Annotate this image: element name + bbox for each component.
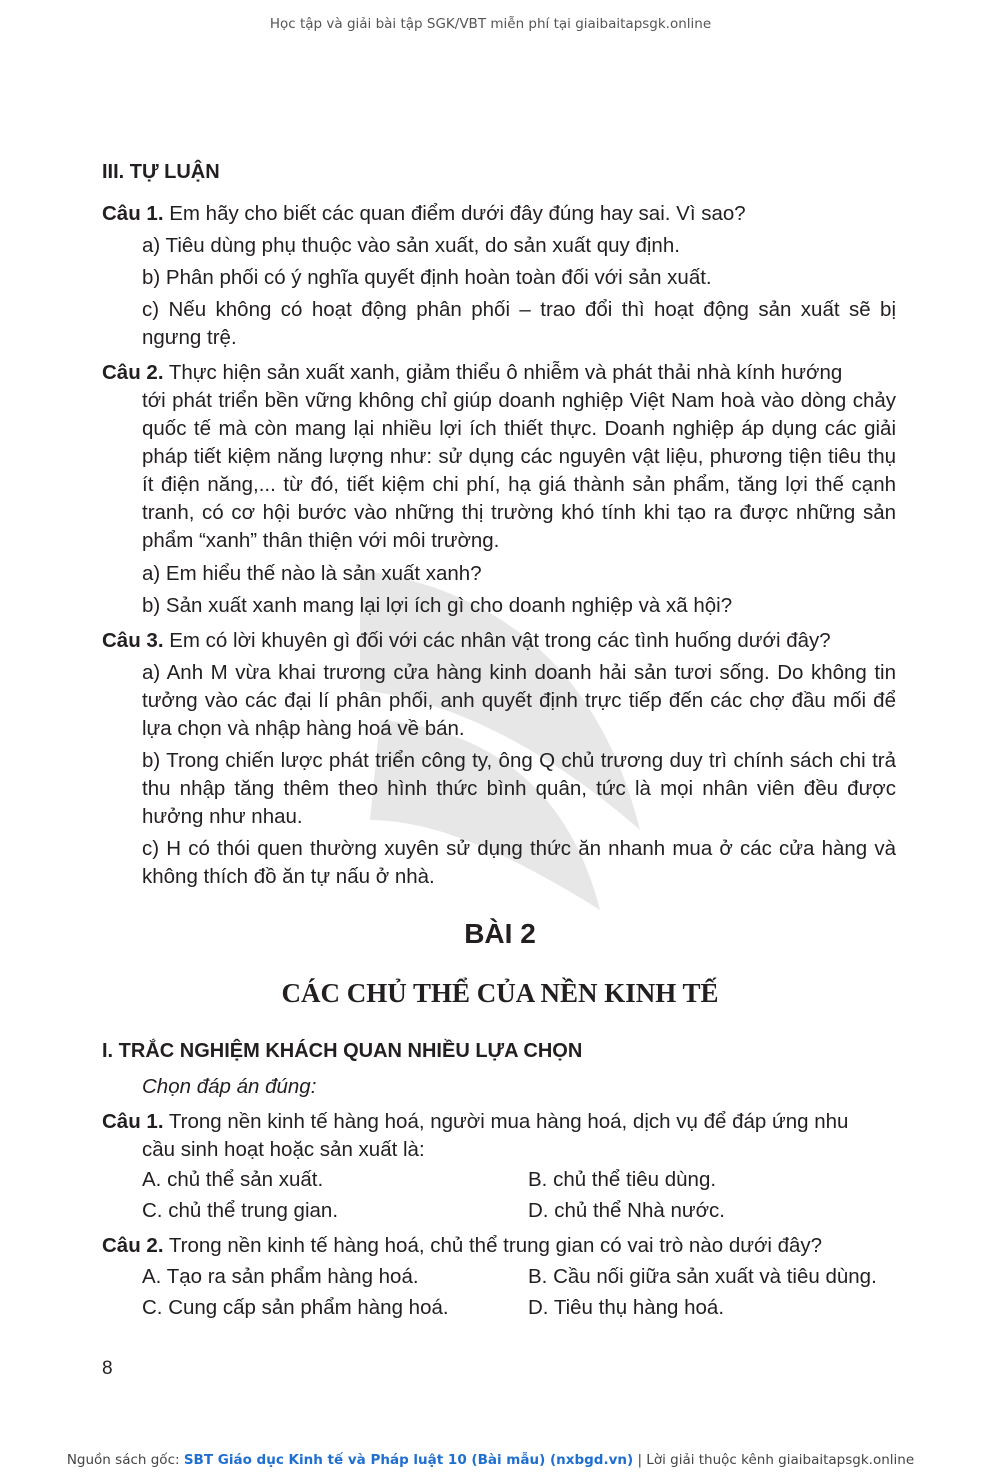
footer-source-link[interactable]: SBT Giáo dục Kinh tế và Pháp luật 10 (Bài mẫu) (nxbgd.vn) bbox=[183, 1452, 634, 1468]
question-text-continued: tới phát triển bền vững không chỉ giúp doanh nghiệp Việt Nam hoà vào dòng chảy quốc tế mà còn mang lại nhiều lợi ích thiết thực. Doanh nghiệp áp dụng các giải pháp tiết kiệm năng lượng như: sử dụng các nguyên vật liệu, phương tiện tiêu thụ ít điện năng,... từ đó, tiết kiệm chi phí, hạ giá thành sản phẩm, tăng lợi thế cạnh tranh, có cơ hội bước vào những thị trường khó tính khi tạo ra được những sản phẩm “xanh” thân thiện với môi trường. bbox=[142, 389, 896, 552]
question-label: Câu 3. bbox=[102, 629, 164, 652]
footer-prefix: Nguồn sách gốc: bbox=[66, 1452, 184, 1468]
footer-suffix: | Lời giải thuộc kênh giaibaitapsgk.online bbox=[633, 1452, 915, 1468]
mc1-answer-c: C. chủ thể trung gian. bbox=[142, 1199, 339, 1222]
section-heading-essay: III. TỰ LUẬN bbox=[102, 161, 220, 183]
q2-option-a: a) Em hiểu thế nào là sản xuất xanh? bbox=[142, 562, 482, 585]
question-label: Câu 2. bbox=[102, 1234, 164, 1257]
mc2-answer-d: D. Tiêu thụ hàng hoá. bbox=[528, 1296, 725, 1319]
mc2-answer-c: C. Cung cấp sản phẩm hàng hoá. bbox=[142, 1296, 449, 1319]
mc1-answer-d: D. chủ thể Nhà nước. bbox=[528, 1199, 725, 1222]
q2-option-b: b) Sản xuất xanh mang lại lợi ích gì cho doanh nghiệp và xã hội? bbox=[142, 594, 733, 617]
mc1-answer-a: A. chủ thể sản xuất. bbox=[142, 1168, 324, 1191]
q3-situation-b: b) Trong chiến lược phát triển công ty, ông Q chủ trương duy trì chính sách chi trả thu nhập tăng thêm theo hình thức bình quân, tức là mọi nhân viên đều được hưởng như nhau. bbox=[142, 749, 896, 828]
question-text-first-line: Thực hiện sản xuất xanh, giảm thiểu ô nhiễm và phát thải nhà kính hướng bbox=[168, 361, 843, 384]
mc1-answer-b: B. chủ thể tiêu dùng. bbox=[528, 1168, 717, 1191]
essay-question-2 bbox=[102, 359, 896, 555]
lesson-number: BÀI 2 bbox=[464, 918, 536, 949]
essay-question-1 bbox=[102, 200, 896, 228]
section-heading-multiple-choice: I. TRẮC NGHIỆM KHÁCH QUAN NHIỀU LỰA CHỌN bbox=[102, 1040, 583, 1062]
question-text: Trong nền kinh tế hàng hoá, chủ thể trung gian có vai trò nào dưới đây? bbox=[168, 1234, 823, 1257]
q1-option-b: b) Phân phối có ý nghĩa quyết định hoàn toàn đối với sản xuất. bbox=[142, 266, 712, 289]
page-header: Học tập và giải bài tập SGK/VBT miễn phí tại giaibaitapsgk.online bbox=[269, 16, 712, 32]
question-text-first-line: Trong nền kinh tế hàng hoá, người mua hàng hoá, dịch vụ để đáp ứng nhu bbox=[168, 1110, 849, 1133]
mc-question-1 bbox=[102, 1108, 896, 1164]
page-footer bbox=[0, 1452, 981, 1468]
question-label: Câu 1. bbox=[102, 202, 164, 225]
mc2-answer-a: A. Tạo ra sản phẩm hàng hoá. bbox=[142, 1265, 419, 1288]
q3-situation-a: a) Anh M vừa khai trương cửa hàng kinh doanh hải sản tươi sống. Do không tin tưởng vào các đại lí phân phối, anh quyết định trực tiếp đến các chợ đầu mối để lựa chọn và nhập hàng hoá về bán. bbox=[142, 661, 896, 740]
q1-option-c: c) Nếu không có hoạt động phân phối – trao đổi thì hoạt động sản xuất sẽ bị ngưng trệ. bbox=[142, 298, 896, 349]
essay-question-3 bbox=[102, 627, 896, 655]
question-label: Câu 2. bbox=[102, 361, 164, 384]
question-text-continued: cầu sinh hoạt hoặc sản xuất là: bbox=[142, 1138, 425, 1161]
page-number: 8 bbox=[102, 1358, 113, 1379]
instruction: Chọn đáp án đúng: bbox=[142, 1075, 317, 1098]
question-text: Em có lời khuyên gì đối với các nhân vật trong các tình huống dưới đây? bbox=[169, 629, 831, 652]
q1-option-a: a) Tiêu dùng phụ thuộc vào sản xuất, do sản xuất quy định. bbox=[142, 234, 680, 257]
lesson-title: CÁC CHỦ THỂ CỦA NỀN KINH TẾ bbox=[281, 978, 719, 1008]
question-label: Câu 1. bbox=[102, 1110, 164, 1133]
mc-question-2 bbox=[102, 1232, 896, 1260]
question-text: Em hãy cho biết các quan điểm dưới đây đúng hay sai. Vì sao? bbox=[169, 202, 746, 225]
mc2-answer-b: B. Cầu nối giữa sản xuất và tiêu dùng. bbox=[528, 1265, 877, 1288]
q3-situation-c: c) H có thói quen thường xuyên sử dụng thức ăn nhanh mua ở các cửa hàng và không thích đồ ăn tự nấu ở nhà. bbox=[142, 837, 896, 888]
